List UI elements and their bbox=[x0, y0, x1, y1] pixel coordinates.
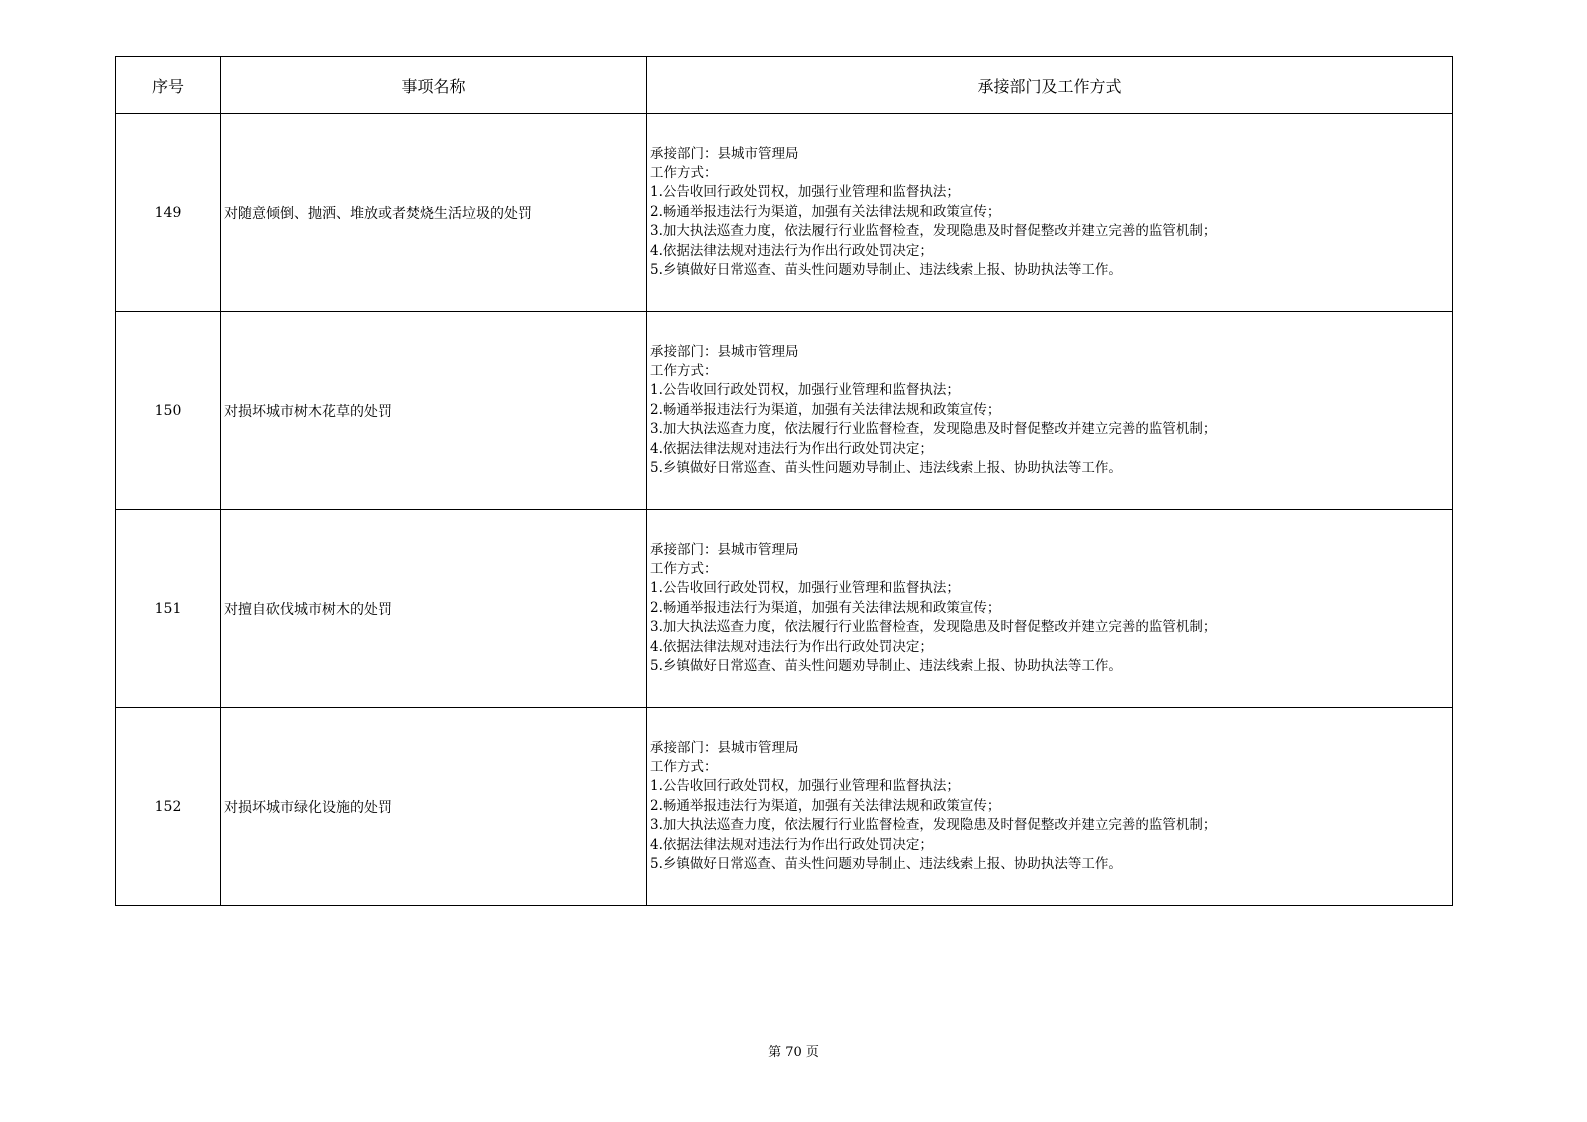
header-serial-number: 序号 bbox=[116, 57, 221, 114]
method-line: 1.公告收回行政处罚权，加强行业管理和监督执法； bbox=[650, 778, 960, 795]
department-method-cell bbox=[647, 312, 1453, 510]
items-table bbox=[115, 56, 1453, 906]
table-row bbox=[116, 510, 1453, 708]
serial-number-cell: 150 bbox=[116, 312, 221, 510]
method-line: 2.畅通举报违法行为渠道，加强有关法律法规和政策宣传； bbox=[650, 401, 1001, 418]
method-line: 3.加大执法巡查力度，依法履行行业监督检查，发现隐患及时督促整改并建立完善的监管机制； bbox=[650, 817, 1217, 834]
method-line: 工作方式： bbox=[650, 362, 718, 379]
serial-number-cell: 149 bbox=[116, 114, 221, 312]
method-line: 1.公告收回行政处罚权，加强行业管理和监督执法； bbox=[650, 184, 960, 201]
page-number: 第 70 页 bbox=[768, 1045, 819, 1060]
header-row bbox=[116, 57, 1453, 114]
header-department-method: 承接部门及工作方式 bbox=[647, 57, 1453, 114]
table-row bbox=[116, 312, 1453, 510]
table-row bbox=[116, 708, 1453, 906]
item-name-cell: 对擅自砍伐城市树木的处罚 bbox=[221, 510, 647, 708]
method-line: 工作方式： bbox=[650, 560, 718, 577]
department-method-cell bbox=[647, 708, 1453, 906]
method-line: 工作方式： bbox=[650, 164, 718, 181]
method-line: 3.加大执法巡查力度，依法履行行业监督检查，发现隐患及时督促整改并建立完善的监管机制； bbox=[650, 619, 1217, 636]
department-method-cell bbox=[647, 510, 1453, 708]
method-line: 承接部门：县城市管理局 bbox=[650, 343, 799, 360]
table-row bbox=[116, 114, 1453, 312]
item-name-cell: 对损坏城市树木花草的处罚 bbox=[221, 312, 647, 510]
item-name-cell: 对损坏城市绿化设施的处罚 bbox=[221, 708, 647, 906]
method-line: 5.乡镇做好日常巡查、苗头性问题劝导制止、违法线索上报、协助执法等工作。 bbox=[650, 658, 1122, 675]
method-line: 3.加大执法巡查力度，依法履行行业监督检查，发现隐患及时督促整改并建立完善的监管机制； bbox=[650, 421, 1217, 438]
method-line: 2.畅通举报违法行为渠道，加强有关法律法规和政策宣传； bbox=[650, 203, 1001, 220]
method-line: 3.加大执法巡查力度，依法履行行业监督检查，发现隐患及时督促整改并建立完善的监管机制； bbox=[650, 223, 1217, 240]
method-line: 2.畅通举报违法行为渠道，加强有关法律法规和政策宣传； bbox=[650, 599, 1001, 616]
method-line: 1.公告收回行政处罚权，加强行业管理和监督执法； bbox=[650, 580, 960, 597]
method-line: 1.公告收回行政处罚权，加强行业管理和监督执法； bbox=[650, 382, 960, 399]
method-line: 2.畅通举报违法行为渠道，加强有关法律法规和政策宣传； bbox=[650, 797, 1001, 814]
method-line: 承接部门：县城市管理局 bbox=[650, 541, 799, 558]
method-line: 4.依据法律法规对违法行为作出行政处罚决定； bbox=[650, 440, 933, 457]
method-line: 4.依据法律法规对违法行为作出行政处罚决定； bbox=[650, 638, 933, 655]
method-line: 4.依据法律法规对违法行为作出行政处罚决定； bbox=[650, 242, 933, 259]
method-line: 承接部门：县城市管理局 bbox=[650, 145, 799, 162]
method-line: 工作方式： bbox=[650, 758, 718, 775]
department-method-cell bbox=[647, 114, 1453, 312]
serial-number-cell: 152 bbox=[116, 708, 221, 906]
method-line: 5.乡镇做好日常巡查、苗头性问题劝导制止、违法线索上报、协助执法等工作。 bbox=[650, 262, 1122, 279]
method-line: 承接部门：县城市管理局 bbox=[650, 739, 799, 756]
method-line: 5.乡镇做好日常巡查、苗头性问题劝导制止、违法线索上报、协助执法等工作。 bbox=[650, 856, 1122, 873]
method-line: 5.乡镇做好日常巡查、苗头性问题劝导制止、违法线索上报、协助执法等工作。 bbox=[650, 460, 1122, 477]
method-line: 4.依据法律法规对违法行为作出行政处罚决定； bbox=[650, 836, 933, 853]
serial-number-cell: 151 bbox=[116, 510, 221, 708]
header-item-name: 事项名称 bbox=[221, 57, 647, 114]
item-name-cell: 对随意倾倒、抛洒、堆放或者焚烧生活垃圾的处罚 bbox=[221, 114, 647, 312]
